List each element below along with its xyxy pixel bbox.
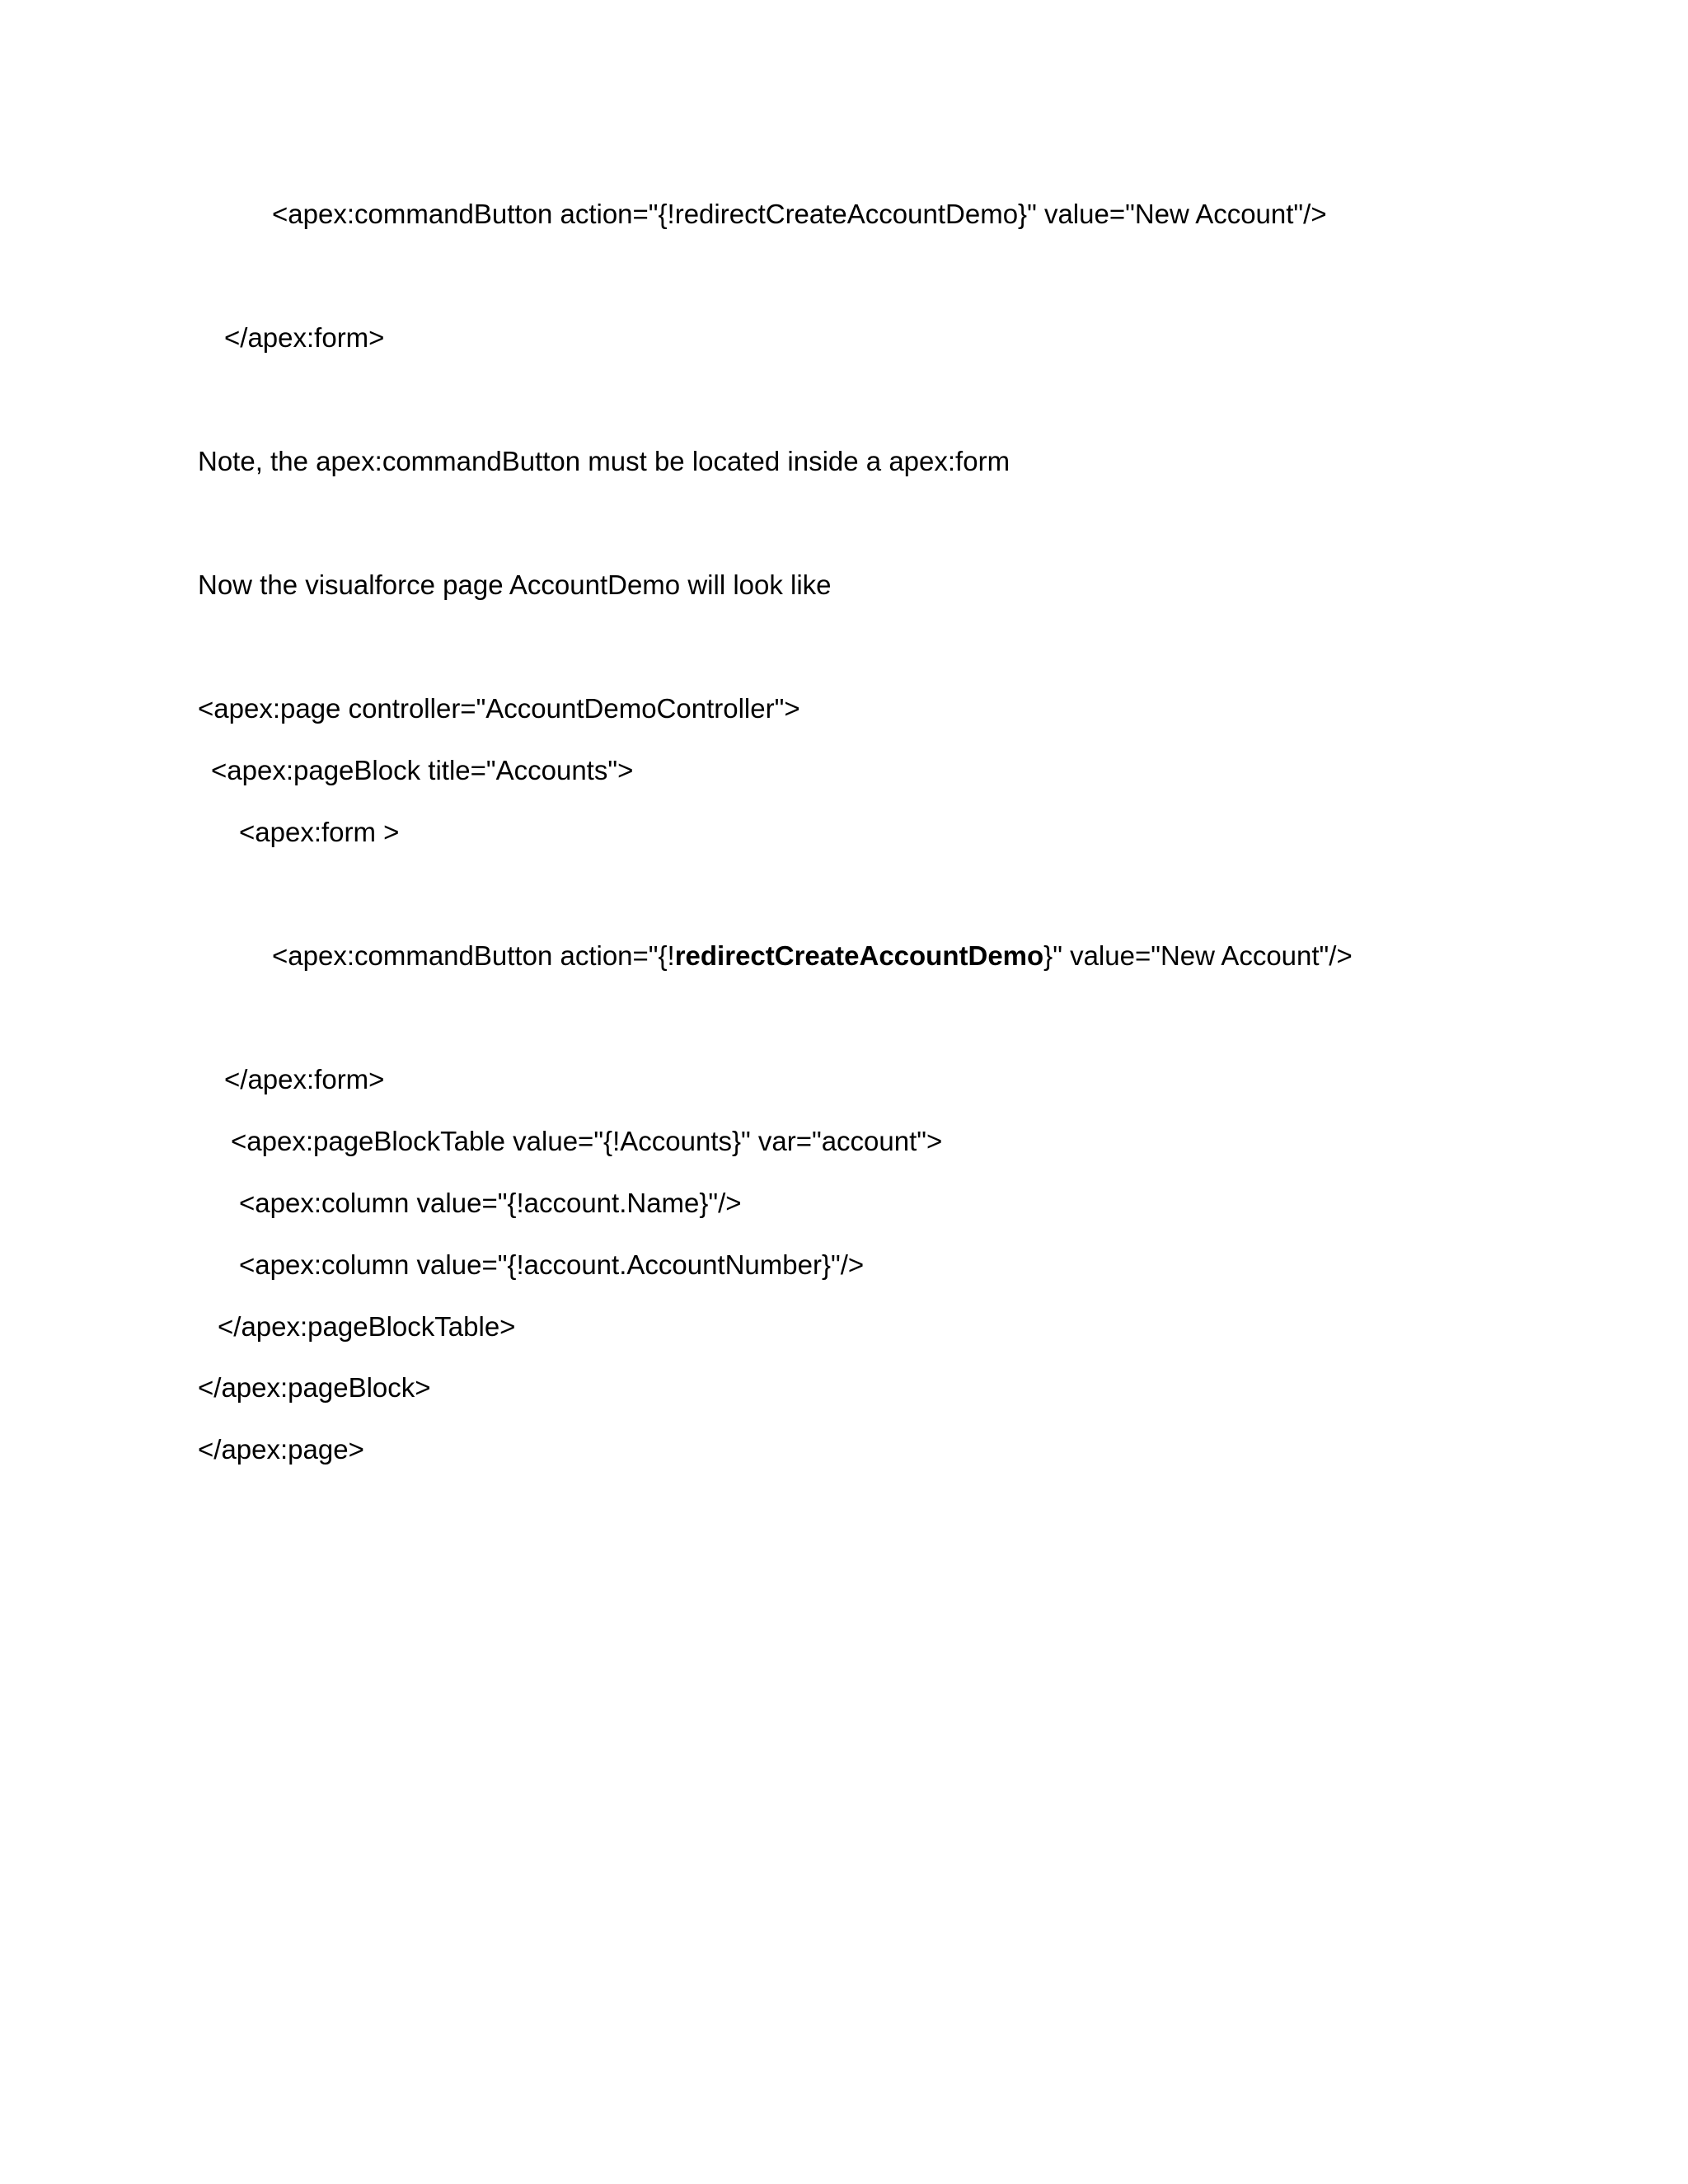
code-command-button-prefix: <apex:commandButton action="{!: [272, 940, 675, 971]
code-table-close: </apex:pageBlockTable>: [218, 1311, 516, 1342]
top-form-close-line: </apex:form>: [224, 322, 385, 353]
code-pageblock-open: <apex:pageBlock title="Accounts">: [211, 755, 634, 785]
code-command-button-action: redirectCreateAccountDemo: [674, 940, 1044, 971]
code-page-open: <apex:page controller="AccountDemoController">: [198, 693, 800, 724]
code-table-open: <apex:pageBlockTable value="{!Accounts}" var="account">: [231, 1126, 943, 1156]
code-column-name: <apex:column value="{!account.Name}"/>: [239, 1188, 742, 1218]
code-form-close: </apex:form>: [224, 1064, 385, 1094]
code-page-close: </apex:page>: [198, 1434, 364, 1465]
code-command-button-line: [272, 940, 1353, 972]
intro-paragraph: Now the visualforce page AccountDemo will look like: [198, 569, 832, 600]
note-paragraph: Note, the apex:commandButton must be located inside a apex:form: [198, 446, 1010, 476]
code-command-button-suffix: }" value="New Account"/>: [1043, 940, 1353, 971]
code-form-open: <apex:form >: [239, 817, 400, 847]
top-command-button-line: <apex:commandButton action="{!redirectCreateAccountDemo}" value="New Account"/>: [272, 199, 1327, 229]
code-pageblock-close: </apex:pageBlock>: [198, 1372, 431, 1403]
code-column-number: <apex:column value="{!account.AccountNumber}"/>: [239, 1249, 865, 1280]
